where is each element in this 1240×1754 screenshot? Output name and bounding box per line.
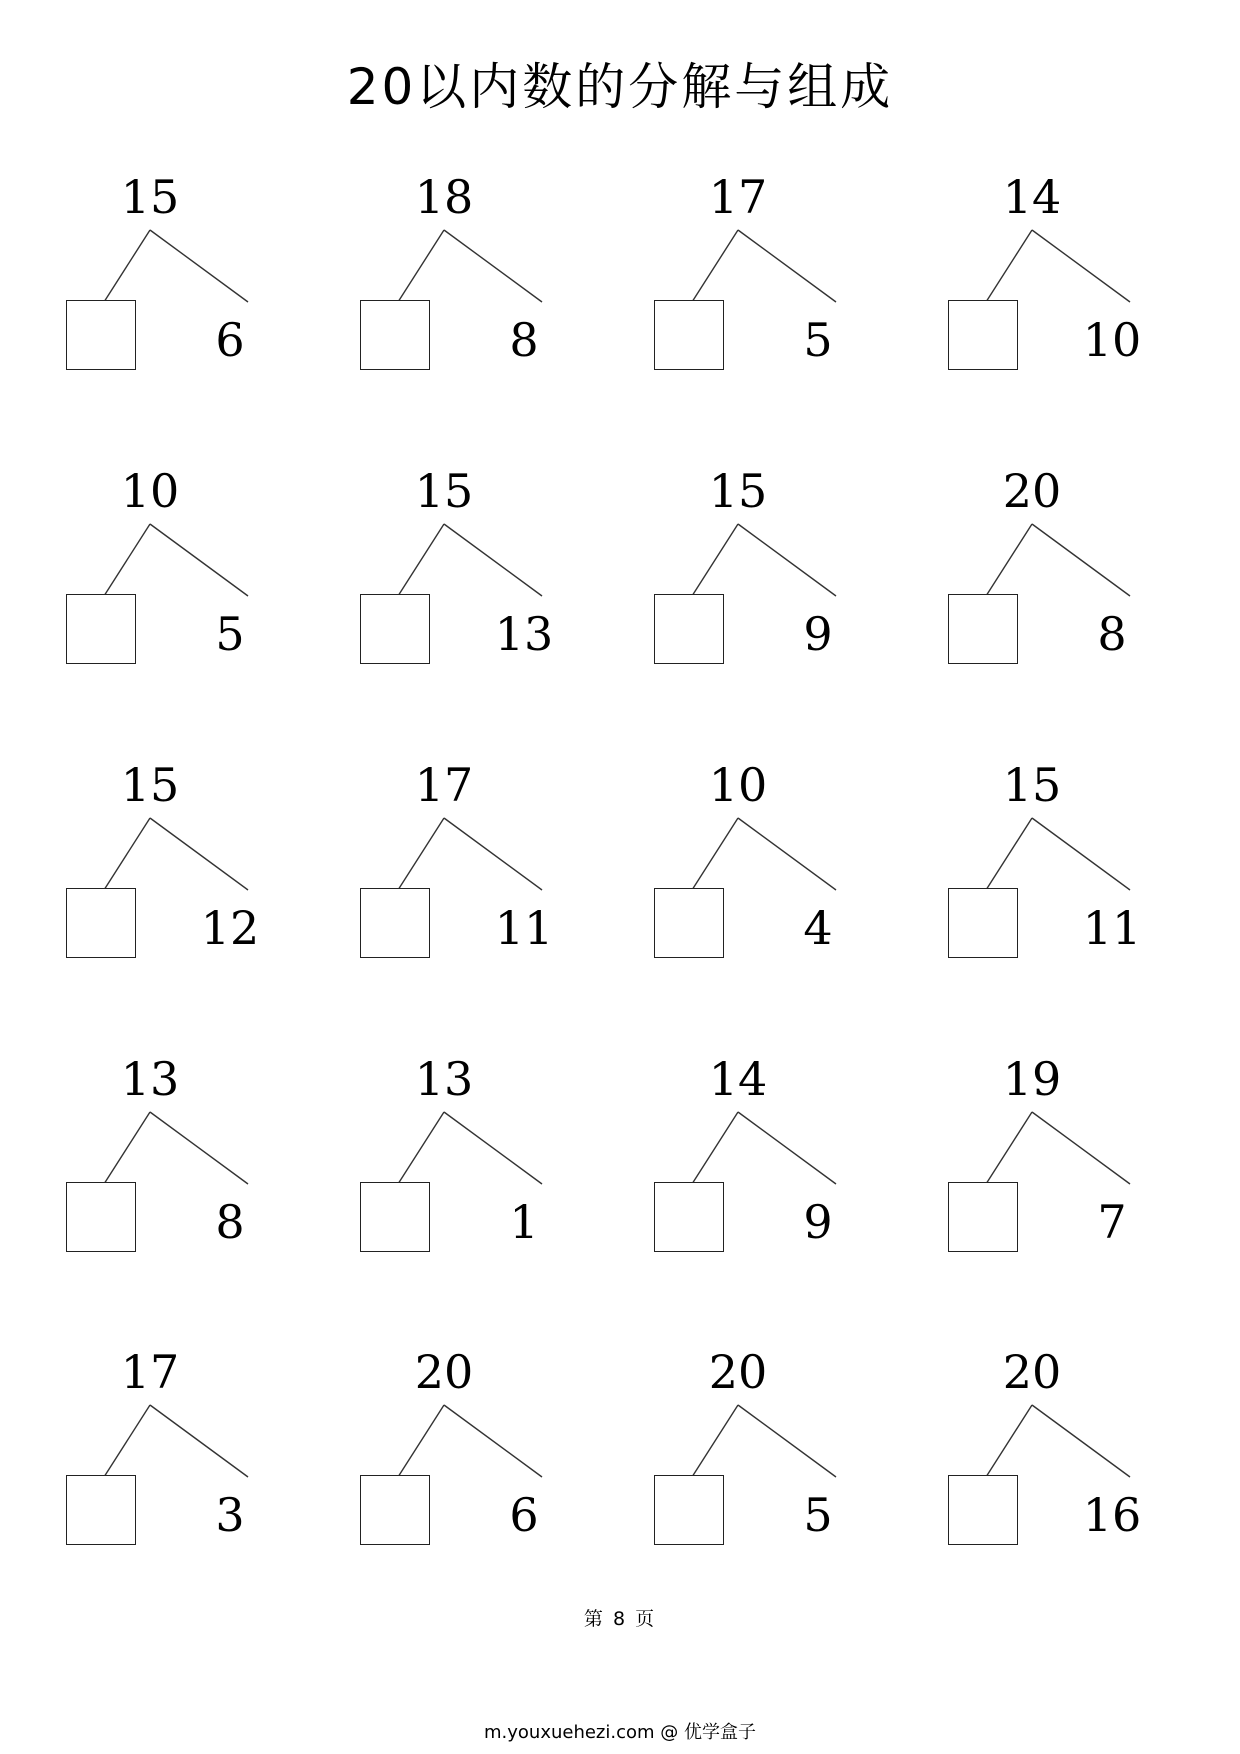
known-part-number: 6 — [215, 313, 245, 367]
right-branch-line — [1032, 1112, 1130, 1184]
total-number: 10 — [708, 758, 768, 812]
left-branch-line — [398, 1112, 444, 1184]
left-branch-line — [104, 230, 150, 302]
left-branch-line — [104, 1405, 150, 1477]
decomposition-problem — [66, 1054, 266, 1274]
right-branch-line — [150, 230, 248, 302]
known-part-number: 5 — [803, 1488, 833, 1542]
right-branch-line — [150, 1405, 248, 1477]
known-part-number: 10 — [1082, 313, 1142, 367]
decomposition-problem — [654, 172, 854, 392]
right-branch-line — [738, 230, 836, 302]
decomposition-problem — [948, 760, 1148, 980]
left-branch-line — [986, 524, 1032, 596]
decomposition-problem — [948, 1054, 1148, 1274]
total-number: 17 — [120, 1345, 180, 1399]
answer-box[interactable] — [360, 300, 430, 370]
left-branch-line — [398, 230, 444, 302]
left-branch-line — [104, 818, 150, 890]
total-number: 19 — [1002, 1052, 1062, 1106]
decomposition-problem — [654, 760, 854, 980]
left-branch-line — [398, 524, 444, 596]
total-number: 20 — [708, 1345, 768, 1399]
total-number: 13 — [120, 1052, 180, 1106]
answer-box[interactable] — [948, 594, 1018, 664]
total-number: 15 — [708, 464, 768, 518]
decomposition-problem — [654, 1347, 854, 1567]
decomposition-problem — [66, 760, 266, 980]
decomposition-problem — [360, 466, 560, 686]
decomposition-problem — [360, 1054, 560, 1274]
total-number: 15 — [414, 464, 474, 518]
answer-box[interactable] — [654, 888, 724, 958]
left-branch-line — [398, 1405, 444, 1477]
decomposition-problem — [360, 760, 560, 980]
known-part-number: 8 — [215, 1195, 245, 1249]
right-branch-line — [1032, 1405, 1130, 1477]
worksheet-title: 20以内数的分解与组成 — [346, 58, 894, 116]
total-number: 17 — [708, 170, 768, 224]
answer-box[interactable] — [360, 888, 430, 958]
known-part-number: 12 — [200, 901, 260, 955]
answer-box[interactable] — [948, 300, 1018, 370]
left-branch-line — [692, 524, 738, 596]
known-part-number: 7 — [1097, 1195, 1127, 1249]
right-branch-line — [444, 1405, 542, 1477]
answer-box[interactable] — [654, 1475, 724, 1545]
answer-box[interactable] — [948, 888, 1018, 958]
right-branch-line — [738, 818, 836, 890]
total-number: 20 — [1002, 1345, 1062, 1399]
decomposition-problem — [66, 172, 266, 392]
right-branch-line — [150, 524, 248, 596]
total-number: 20 — [414, 1345, 474, 1399]
known-part-number: 11 — [494, 901, 554, 955]
left-branch-line — [104, 1112, 150, 1184]
answer-box[interactable] — [654, 594, 724, 664]
right-branch-line — [738, 1405, 836, 1477]
decomposition-problem — [360, 1347, 560, 1567]
total-number: 20 — [1002, 464, 1062, 518]
answer-box[interactable] — [66, 1475, 136, 1545]
known-part-number: 3 — [215, 1488, 245, 1542]
right-branch-line — [1032, 524, 1130, 596]
known-part-number: 13 — [494, 607, 554, 661]
decomposition-problem — [66, 1347, 266, 1567]
known-part-number: 6 — [509, 1488, 539, 1542]
answer-box[interactable] — [360, 594, 430, 664]
right-branch-line — [444, 818, 542, 890]
answer-box[interactable] — [948, 1182, 1018, 1252]
total-number: 15 — [120, 170, 180, 224]
known-part-number: 11 — [1082, 901, 1142, 955]
left-branch-line — [692, 1112, 738, 1184]
total-number: 15 — [1002, 758, 1062, 812]
known-part-number: 9 — [803, 607, 833, 661]
known-part-number: 8 — [1097, 607, 1127, 661]
known-part-number: 5 — [215, 607, 245, 661]
decomposition-problem — [66, 466, 266, 686]
left-branch-line — [398, 818, 444, 890]
total-number: 15 — [120, 758, 180, 812]
total-number: 14 — [1002, 170, 1062, 224]
left-branch-line — [104, 524, 150, 596]
footer-watermark: m.youxuehezi.com @ 优学盒子 — [483, 1722, 756, 1743]
answer-box[interactable] — [948, 1475, 1018, 1545]
right-branch-line — [150, 818, 248, 890]
known-part-number: 16 — [1082, 1488, 1142, 1542]
total-number: 10 — [120, 464, 180, 518]
answer-box[interactable] — [360, 1182, 430, 1252]
answer-box[interactable] — [654, 1182, 724, 1252]
answer-box[interactable] — [654, 300, 724, 370]
decomposition-problem — [360, 172, 560, 392]
answer-box[interactable] — [66, 300, 136, 370]
left-branch-line — [986, 230, 1032, 302]
left-branch-line — [692, 1405, 738, 1477]
decomposition-problem — [654, 466, 854, 686]
left-branch-line — [986, 1405, 1032, 1477]
known-part-number: 8 — [509, 313, 539, 367]
total-number: 17 — [414, 758, 474, 812]
total-number: 14 — [708, 1052, 768, 1106]
answer-box[interactable] — [66, 1182, 136, 1252]
right-branch-line — [738, 524, 836, 596]
known-part-number: 5 — [803, 313, 833, 367]
answer-box[interactable] — [66, 888, 136, 958]
known-part-number: 4 — [803, 901, 833, 955]
answer-box[interactable] — [66, 594, 136, 664]
right-branch-line — [1032, 230, 1130, 302]
right-branch-line — [444, 524, 542, 596]
left-branch-line — [692, 230, 738, 302]
decomposition-problem — [654, 1054, 854, 1274]
right-branch-line — [1032, 818, 1130, 890]
right-branch-line — [444, 1112, 542, 1184]
page-number: 第 8 页 — [583, 1608, 657, 1630]
total-number: 18 — [414, 170, 474, 224]
decomposition-problem — [948, 1347, 1148, 1567]
right-branch-line — [738, 1112, 836, 1184]
total-number: 13 — [414, 1052, 474, 1106]
right-branch-line — [444, 230, 542, 302]
left-branch-line — [986, 1112, 1032, 1184]
right-branch-line — [150, 1112, 248, 1184]
decomposition-problem — [948, 172, 1148, 392]
decomposition-problem — [948, 466, 1148, 686]
left-branch-line — [692, 818, 738, 890]
known-part-number: 1 — [509, 1195, 539, 1249]
known-part-number: 9 — [803, 1195, 833, 1249]
answer-box[interactable] — [360, 1475, 430, 1545]
left-branch-line — [986, 818, 1032, 890]
